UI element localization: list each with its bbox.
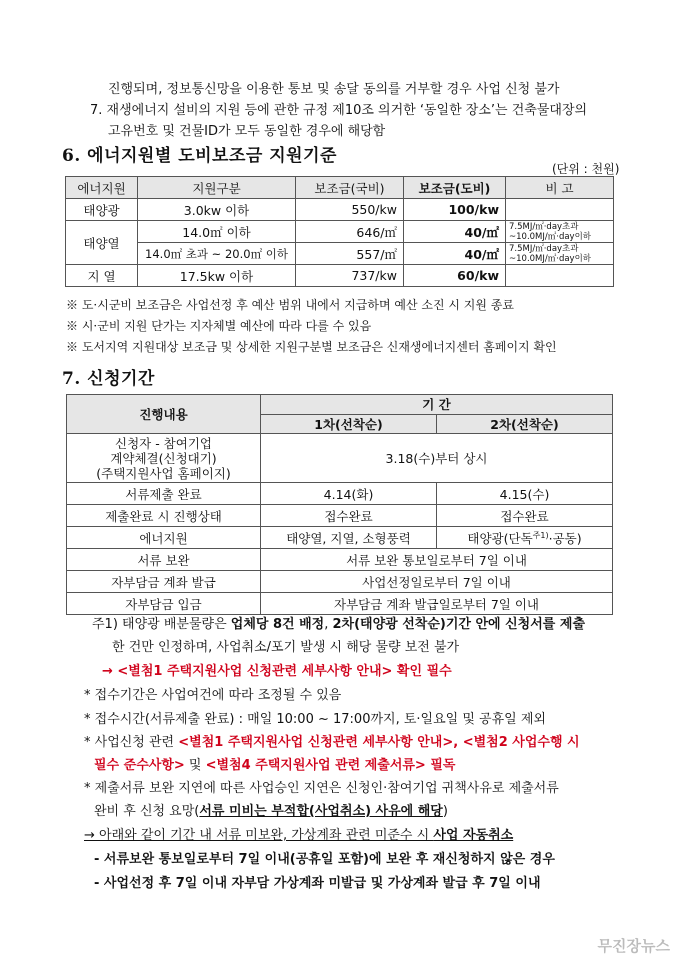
row-label: 서류 보완 bbox=[67, 549, 261, 571]
first-cell: 접수완료 bbox=[261, 505, 437, 527]
section-7-title: 7. 신청기간 bbox=[62, 369, 155, 389]
row-label: 에너지원 bbox=[67, 527, 261, 549]
attachment-1-notice: → <별첨1 주택지원사업 신청관련 세부사항 안내> 확인 필수 bbox=[102, 664, 452, 679]
cancel-condition: - 서류보완 통보일로부터 7일 이내(공휴일 포함)에 보완 후 재신청하지 않은 경우 bbox=[94, 852, 555, 867]
national-cell: 737/kw bbox=[296, 265, 404, 287]
signup-line: 계약체결(신청대기) bbox=[110, 450, 217, 466]
period-table bbox=[66, 394, 613, 615]
division-cell: 14.0㎡ 초과 ~ 20.0㎡ 이하 bbox=[138, 243, 296, 265]
source-cell: 태양광 bbox=[66, 199, 138, 221]
bullet-period: * 접수기간은 사업여건에 따라 조정될 수 있음 bbox=[84, 688, 342, 703]
auto-cancel-line bbox=[84, 824, 513, 843]
intro-item-7-cont: 고유번호 및 건물ID가 모두 동일한 경우에 해당함 bbox=[108, 124, 386, 139]
fn-text: ) bbox=[442, 804, 448, 819]
fn-red: 필독 bbox=[425, 758, 456, 773]
provincial-cell: 100/kw bbox=[404, 199, 506, 221]
fn-text: 및 bbox=[184, 758, 206, 773]
national-cell: 550/kw bbox=[296, 199, 404, 221]
second-cell: 접수완료 bbox=[437, 505, 613, 527]
header-provincial: 보조금(도비) bbox=[404, 177, 506, 199]
header-first: 1차(선착순) bbox=[261, 414, 437, 434]
intro-line: 진행되며, 정보통신망을 이용한 통보 및 송달 동의를 거부할 경우 사업 신청 불가 bbox=[108, 82, 560, 97]
fn-underline: → 아래와 같이 기간 내 서류 미보완, 가상계좌 관련 미준수 시 bbox=[84, 828, 434, 843]
table-note: ※ 도서지역 지원대상 보조금 및 상세한 지원구분별 보조금은 신재생에너지센터 홈페이지 확인 bbox=[66, 340, 557, 354]
row-label: 제출완료 시 진행상태 bbox=[67, 505, 261, 527]
unit-label: (단위 : 천원) bbox=[552, 162, 620, 176]
first-cell: 태양열, 지열, 소형풍력 bbox=[261, 527, 437, 549]
footnote-ref: 주1) bbox=[532, 530, 549, 540]
note-cell bbox=[506, 199, 614, 221]
intro-item-7: 7. 재생에너지 설비의 지원 등에 관한 규정 제10조 의거한 ‘동일한 장소’는 건축물대장의 bbox=[90, 103, 588, 118]
note-cell: 7.5MJ/㎡·day초과~10.0MJ/㎡·day이하 bbox=[506, 243, 614, 265]
first-cell: 4.14(화) bbox=[261, 483, 437, 505]
header-period: 기 간 bbox=[261, 395, 613, 415]
bullet-required bbox=[84, 731, 580, 750]
merged-cell: 자부담금 계좌 발급일로부터 7일 이내 bbox=[261, 593, 613, 615]
watermark-logo: 무진장뉴스 bbox=[597, 937, 670, 955]
national-cell: 646/㎡ bbox=[296, 221, 404, 243]
second-tail: ·공동) bbox=[548, 530, 582, 546]
header-national: 보조금(국비) bbox=[296, 177, 404, 199]
header-note: 비 고 bbox=[506, 177, 614, 199]
signup-line: (주택지원사업 홈페이지) bbox=[96, 465, 231, 481]
row-label: 자부담금 입금 bbox=[67, 593, 261, 615]
signup-cell bbox=[67, 434, 261, 483]
source-cell: 태양열 bbox=[66, 221, 138, 265]
note-cell: 7.5MJ/㎡·day초과~10.0MJ/㎡·day이하 bbox=[506, 221, 614, 243]
fn-text: * 사업신청 관련 bbox=[84, 735, 179, 750]
fn-bold-underline: 사업 자동취소 bbox=[433, 828, 514, 843]
division-cell: 17.5kw 이하 bbox=[138, 265, 296, 287]
second-cell: 4.15(수) bbox=[437, 483, 613, 505]
bullet-delay: * 제출서류 보완 지연에 따른 사업승인 지연은 신청인·참여기업 귀책사유로 제출서류 bbox=[84, 781, 559, 796]
division-cell: 3.0kw 이하 bbox=[138, 199, 296, 221]
merged-cell: 서류 보완 통보일로부터 7일 이내 bbox=[261, 549, 613, 571]
footnote-1-cont: 한 건만 인정하며, 사업취소/포기 발생 시 해당 물량 보전 불가 bbox=[112, 640, 460, 655]
signup-line: 신청자 - 참여기업 bbox=[115, 435, 212, 451]
table-note: ※ 도·시군비 보조금은 사업선정 후 예산 범위 내에서 지급하며 예산 소진 시 지원 종료 bbox=[66, 298, 514, 312]
bullet-hours: * 접수시간(서류제출 완료) : 매일 10:00 ~ 17:00까지, 토·일요일 및 공휴일 제외 bbox=[84, 712, 546, 727]
source-cell: 지 열 bbox=[66, 265, 138, 287]
fn-red: 필수 준수사항> bbox=[94, 758, 185, 773]
fn-bold-underline: 서류 미비는 부적합(사업취소) 사유에 해당 bbox=[199, 804, 443, 819]
signup-value: 3.18(수)부터 상시 bbox=[261, 434, 613, 483]
second-cell bbox=[437, 527, 613, 549]
merged-cell: 사업선정일로부터 7일 이내 bbox=[261, 571, 613, 593]
header-source: 에너지원 bbox=[66, 177, 138, 199]
cancel-condition: - 사업선정 후 7일 이내 자부담 가상계좌 미발급 및 가상계좌 발급 후 7일 이내 bbox=[94, 876, 541, 891]
header-division: 지원구분 bbox=[138, 177, 296, 199]
national-cell: 557/㎡ bbox=[296, 243, 404, 265]
row-label: 자부담금 계좌 발급 bbox=[67, 571, 261, 593]
provincial-cell: 40/㎡ bbox=[404, 243, 506, 265]
second-text: 태양광(단독 bbox=[467, 530, 533, 546]
footnote-1 bbox=[92, 613, 585, 632]
fn-text: 주1) 태양광 배분물량은 bbox=[92, 617, 231, 632]
note-cell bbox=[506, 265, 614, 287]
section-6-title: 6. 에너지원별 도비보조금 지원기준 bbox=[62, 146, 337, 166]
fn-red: <별첨1 주택지원사업 신청관련 세부사항 안내>, <별첨2 사업수행 시 bbox=[178, 735, 580, 750]
bullet-required-cont bbox=[94, 754, 456, 773]
fn-red: <별첨4 주택지원사업 관련 제출서류> bbox=[205, 758, 426, 773]
table-note: ※ 시·군비 지원 단가는 지자체별 예산에 따라 다를 수 있음 bbox=[66, 319, 372, 333]
header-content: 진행내용 bbox=[67, 395, 261, 434]
bullet-delay-cont bbox=[94, 800, 448, 819]
fn-text: , bbox=[324, 617, 333, 632]
header-second: 2차(선착순) bbox=[437, 414, 613, 434]
provincial-cell: 40/㎡ bbox=[404, 221, 506, 243]
fn-text: 완비 후 신청 요망( bbox=[94, 804, 200, 819]
fn-bold: 2차(태양광 선착순)기간 안에 신청서를 제출 bbox=[332, 617, 586, 632]
division-cell: 14.0㎡ 이하 bbox=[138, 221, 296, 243]
subsidy-table bbox=[65, 176, 614, 287]
row-label: 서류제출 완료 bbox=[67, 483, 261, 505]
provincial-cell: 60/kw bbox=[404, 265, 506, 287]
fn-bold: 업체당 8건 배정 bbox=[230, 617, 325, 632]
